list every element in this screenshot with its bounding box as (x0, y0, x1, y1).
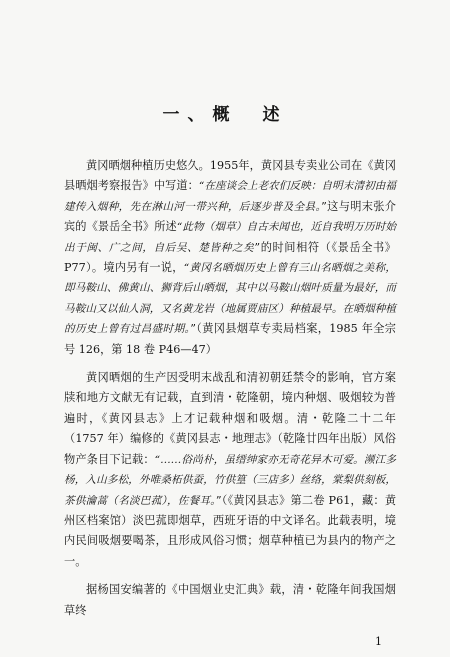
quoted-text: “黄冈名晒烟历史上曾有三山名晒烟之美称，即马鞍山、佛黄山、狮背后山晒烟，其中以马鞍山烟叶质量为最好，而马鞍山又以仙人洞，又名黄龙岩（地属贾庙区）种植最早。在晒烟种植的历史上曾有过昌盛时期。 (64, 262, 396, 336)
paragraph (64, 580, 396, 621)
quoted-text: “此物（烟草）自古未闻也，近自我明万历时始出于闽、广之间，自后吴、楚皆种之矣 (64, 221, 396, 254)
quoted-text: “在座谈会上老农们反映：自明末清初由福建传入烟种，先在淋山河一带兴种，后逐步普及全县。 (64, 180, 396, 213)
section-title: 一、概 述 (162, 105, 288, 125)
text-run: 据杨国安编著的《中国烟业史汇典》载，清・乾隆年间我国烟草终 (64, 583, 396, 617)
text-run: 黄冈晒烟种植历史悠久。1955年，黄冈县专卖业公司在《黄冈县晒烟考察报告》中写道： (64, 159, 396, 193)
text-run: ”（《黄冈县志》第二卷 P61，藏：黄州区档案馆）淡巴菰即烟草，西班牙语的中文译名。此载表明，境内民间吸烟要喝茶，且形成风俗习惯；烟草种植已为县内的物产之一。 (64, 493, 397, 568)
page-number: 1 (375, 635, 382, 648)
text-run: ”这与明末张介宾的《景岳全书》所述 (64, 199, 396, 234)
body-text (64, 156, 396, 621)
paragraph (64, 368, 396, 572)
text-run: ”的时间相符（《景岳全书》P77）。境内另有一说， (64, 240, 396, 275)
paragraph (64, 156, 396, 360)
quoted-text: “……俗尚朴，虽缙绅家亦无奇花异木可爱。濒江多杨，入山多松，外唯桑柘供蚕，竹供篁（三店多）丝络，棠梨供刻板，茶供瀹蒿（名淡巴菰），佐餐耳。 (64, 453, 396, 507)
text-run: ”（黄冈县烟草专卖局档案，1985 年全宗号 126，第 18 卷 P46—47） (64, 322, 396, 356)
text-run: 黄冈晒烟的生产因受明末战乱和清初朝廷禁令的影响，官方案牍和地方文献无有记载，直到清・乾隆朝，境内种烟、吸烟较为普遍时，《黄冈县志》上才记载种烟和吸烟。清・乾隆二十二年（1757 年）编修的《黄冈县志・地理志》（乾隆廿四年出版）风俗物产条目下记载： (64, 371, 396, 466)
